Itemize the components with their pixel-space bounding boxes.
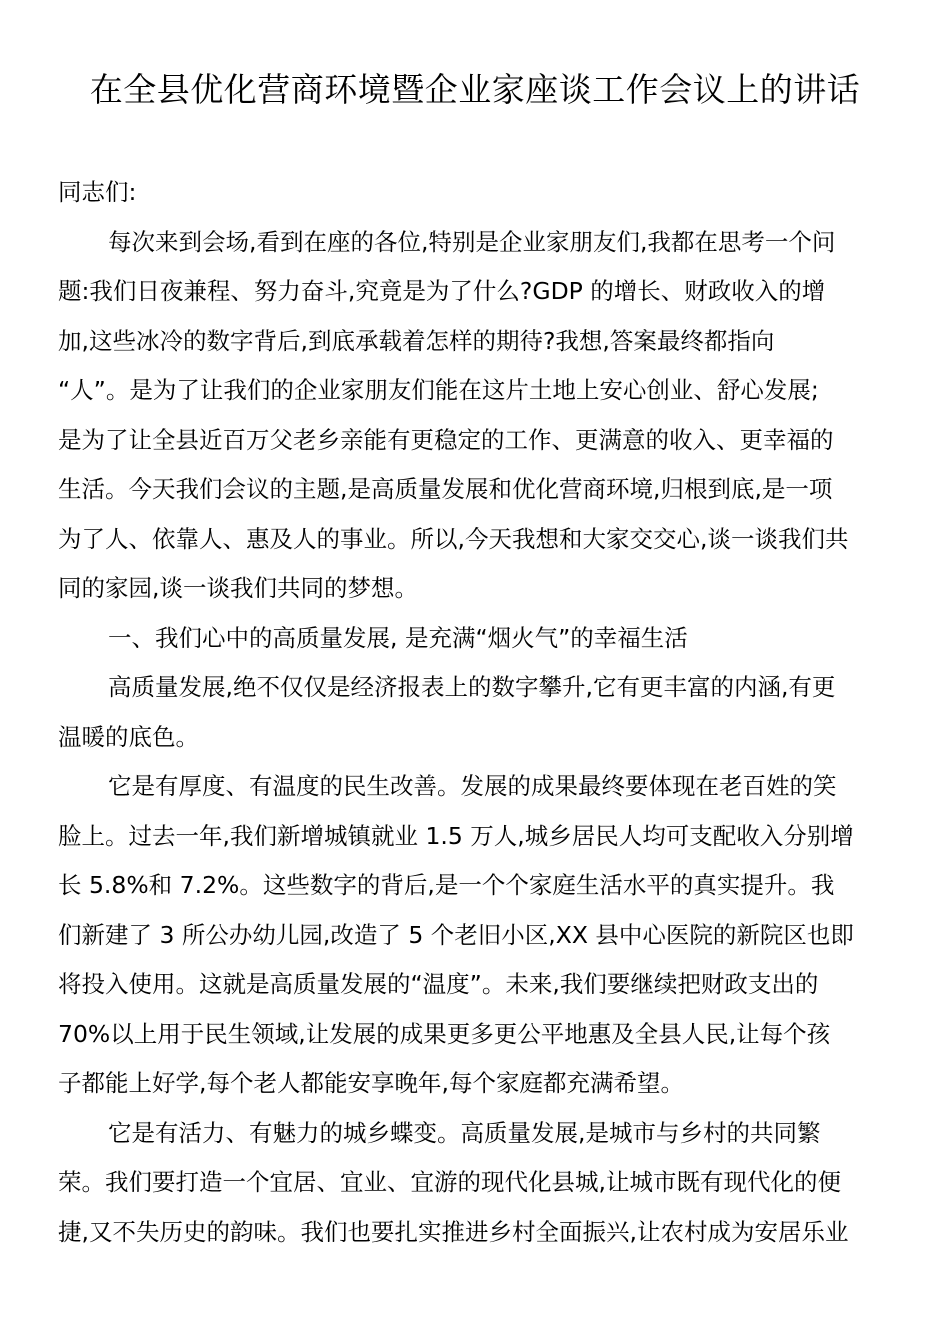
paragraph-line: 70%以上用于民生领域,让发展的成果更多更公平地惠及全县人民,让每个孩 <box>58 1019 831 1048</box>
paragraph-line: 为了人、依靠人、惠及人的事业。所以,今天我想和大家交交心,谈一谈我们共 <box>58 524 849 553</box>
paragraph-line: 它是有厚度、有温度的民生改善。发展的成果最终要体现在老百姓的笑 <box>108 772 837 800</box>
section-heading: 一、我们心中的高质量发展, 是充满“烟火气”的幸福生活 <box>108 623 688 652</box>
paragraph-line: 是为了让全县近百万父老乡亲能有更稳定的工作、更满意的收入、更幸福的 <box>58 425 834 454</box>
paragraph-line: 高质量发展,绝不仅仅是经济报表上的数字攀升,它有更丰富的内涵,有更 <box>108 673 836 701</box>
paragraph-line: 温暖的底色。 <box>58 722 199 751</box>
paragraph-line: 捷,又不失历史的韵味。我们也要扎实推进乡村全面振兴,让农村成为安居乐业 <box>58 1217 849 1246</box>
paragraph-line: 们新建了 3 所公办幼儿园,改造了 5 个老旧小区,XX 县中心医院的新院区也即 <box>58 920 854 949</box>
paragraph-line: 长 5.8%和 7.2%。这些数字的背后,是一个个家庭生活水平的真实提升。我 <box>58 871 835 899</box>
paragraph-line: 加,这些冰冷的数字背后,到底承载着怎样的期待?我想,答案最终都指向 <box>58 326 775 355</box>
paragraph-line: 生活。今天我们会议的主题,是高质量发展和优化营商环境,归根到底,是一项 <box>58 475 833 503</box>
paragraph-line: 脸上。过去一年,我们新增城镇就业 1.5 万人,城乡居民人均可支配收入分别增 <box>58 821 854 850</box>
paragraph-line: “人”。是为了让我们的企业家朋友们能在这片土地上安心创业、舒心发展; <box>58 376 819 404</box>
document-title: 在全县优化营商环境暨企业家座谈工作会议上的讲话 <box>89 70 861 109</box>
document-body <box>58 168 898 1257</box>
salutation: 同志们: <box>58 178 137 206</box>
paragraph-line: 每次来到会场,看到在座的各位,特别是企业家朋友们,我都在思考一个问 <box>108 227 836 256</box>
paragraph-line: 它是有活力、有魅力的城乡蝶变。高质量发展,是城市与乡村的共同繁 <box>108 1118 821 1147</box>
paragraph-line: 荣。我们要打造一个宜居、宜业、宜游的现代化县城,让城市既有现代化的便 <box>58 1168 841 1196</box>
paragraph-line: 题:我们日夜兼程、努力奋斗,究竟是为了什么?GDP 的增长、财政收入的增 <box>58 277 826 305</box>
paragraph-line: 将投入使用。这就是高质量发展的“温度”。未来,我们要继续把财政支出的 <box>58 970 819 998</box>
paragraph-line: 子都能上好学,每个老人都能安享晚年,每个家庭都充满希望。 <box>58 1069 684 1097</box>
paragraph-line: 同的家园,谈一谈我们共同的梦想。 <box>58 574 418 602</box>
